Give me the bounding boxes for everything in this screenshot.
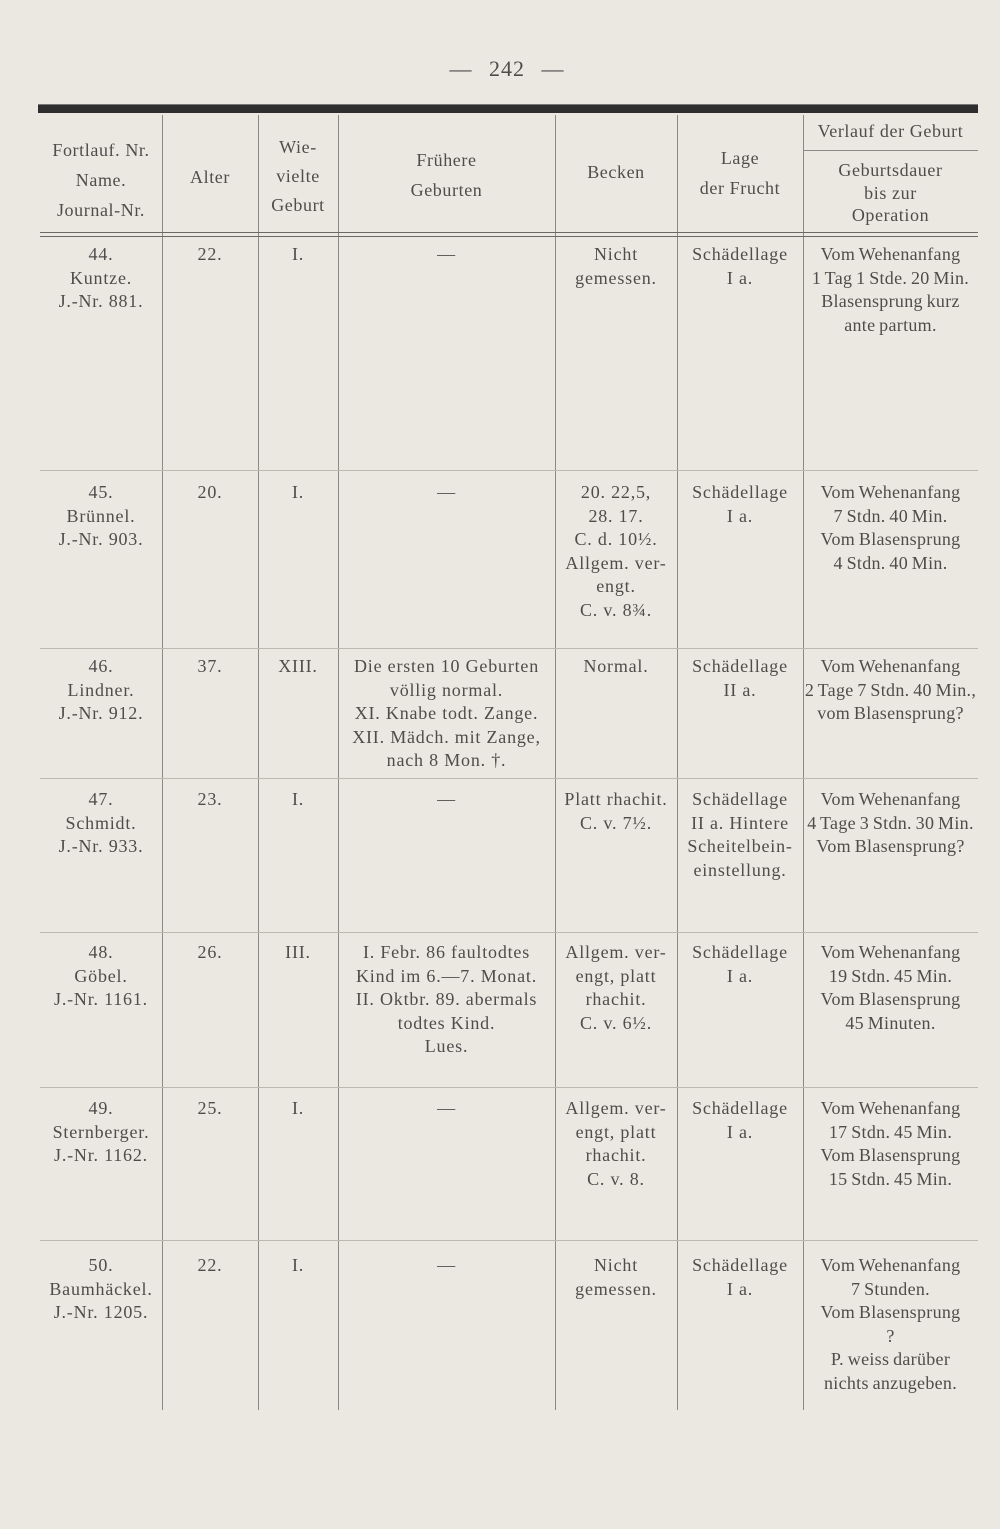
cell-birth-order: XIII. — [278, 656, 318, 676]
journal-number: J.-Nr. 1162. — [54, 1145, 148, 1165]
journal-number: J.-Nr. 881. — [58, 291, 144, 311]
cell-fetal-position: Schädellage I a. — [692, 1255, 788, 1299]
cell-birth-order: I. — [291, 1255, 305, 1275]
header-duration: Geburtsdauer bis zur Operation — [838, 160, 943, 225]
cell-fetal-position: Schädellage I a. — [692, 1098, 788, 1142]
table-row — [0, 243, 1000, 393]
journal-number: J.-Nr. 912. — [58, 703, 144, 723]
cell-fetal-position: Schädellage I a. — [692, 482, 788, 526]
header-course: Verlauf der Geburt — [817, 121, 964, 141]
journal-number: J.-Nr. 903. — [58, 529, 144, 549]
cell-previous-births: — — [437, 482, 456, 502]
cell-fetal-position: Schädellage II a. Hintere Scheitelbein- einstellung. — [687, 789, 793, 880]
journal-number: J.-Nr. 1205. — [53, 1302, 149, 1322]
header-fetal-position: Lage der Frucht — [699, 148, 781, 198]
cell-labour-duration: Vom Wehenanfang 7 Stdn. 40 Min. Vom Blasensprung 4 Stdn. 40 Min. — [820, 482, 961, 573]
cell-previous-births: — — [437, 789, 456, 809]
table-row — [0, 655, 1000, 805]
header-rule — [40, 236, 978, 237]
cell-age: 20. — [197, 482, 223, 502]
cell-number-name-journal — [40, 481, 162, 552]
journal-number: J.-Nr. 933. — [58, 836, 144, 856]
cell-pelvis: 20. 22,5, 28. 17. C. d. 10½. Allgem. ver- engt. C. v. 8¾. — [565, 482, 667, 620]
cell-labour-duration: Vom Wehenanfang 1 Tag 1 Stde. 20 Min. Blasensprung kurz ante partum. — [811, 244, 970, 335]
table-row — [0, 941, 1000, 1091]
patient-name: Schmidt. — [65, 812, 137, 833]
page-number: — 242 — — [449, 56, 565, 81]
cell-number-name-journal — [40, 1254, 162, 1325]
table-row — [0, 481, 1000, 631]
entry-number: 44. — [88, 244, 114, 264]
subheader-rule — [803, 150, 978, 151]
entry-number: 47. — [88, 789, 114, 809]
cell-fetal-position: Schädellage II a. — [692, 656, 788, 700]
cell-birth-order: I. — [291, 1098, 305, 1118]
cell-number-name-journal — [40, 655, 162, 726]
header-number-name-journal: Fortlauf. Nr. Name. Journal-Nr. — [52, 140, 150, 220]
cell-pelvis: Allgem. ver- engt, platt rhachit. C. v. 6½. — [565, 942, 667, 1033]
patient-name: Sternberger. — [52, 1121, 150, 1142]
table-row — [0, 1254, 1000, 1404]
entry-number: 50. — [88, 1255, 114, 1275]
cell-previous-births: Die ersten 10 Geburten völlig normal. XI. Knabe todt. Zange. XII. Mädch. mit Zange, nach 8 Mon. †. — [352, 656, 541, 770]
cell-birth-order: I. — [291, 789, 305, 809]
cell-previous-births: — — [437, 244, 456, 264]
entry-number: 45. — [88, 482, 114, 502]
cell-birth-order: III. — [285, 942, 311, 962]
header-age: Alter — [190, 167, 230, 187]
cell-age: 25. — [197, 1098, 223, 1118]
cell-labour-duration: Vom Wehenanfang 7 Stunden. Vom Blasensprung ? P. weiss darüber nichts anzugeben. — [820, 1255, 961, 1393]
cell-age: 26. — [197, 942, 223, 962]
header-pelvis: Becken — [587, 162, 645, 182]
cell-previous-births: — — [437, 1255, 456, 1275]
cell-labour-duration: Vom Wehenanfang 17 Stdn. 45 Min. Vom Blasensprung 15 Stdn. 45 Min. — [820, 1098, 961, 1189]
cell-pelvis: Allgem. ver- engt, platt rhachit. C. v. 8. — [565, 1098, 667, 1189]
cell-birth-order: I. — [291, 482, 305, 502]
table-row — [0, 1097, 1000, 1247]
cell-previous-births: — — [437, 1098, 456, 1118]
top-rule — [38, 104, 978, 113]
header-birth-order: Wie- vielte Geburt — [271, 137, 325, 215]
cell-age: 37. — [197, 656, 223, 676]
cell-pelvis: Normal. — [583, 656, 649, 676]
journal-number: J.-Nr. 1161. — [54, 989, 148, 1009]
entry-number: 46. — [88, 656, 114, 676]
cell-previous-births: I. Febr. 86 faultodtes Kind im 6.—7. Monat. II. Oktbr. 89. abermals todtes Kind. Lues. — [355, 942, 538, 1056]
cell-number-name-journal — [40, 243, 162, 314]
cell-number-name-journal — [40, 788, 162, 859]
row-rule — [40, 648, 978, 649]
patient-name: Baumhäckel. — [49, 1278, 153, 1299]
entry-number: 48. — [88, 942, 114, 962]
patient-name: Kuntze. — [69, 267, 133, 288]
header-rule — [40, 232, 978, 233]
cell-pelvis: Platt rhachit. C. v. 7½. — [564, 789, 668, 833]
cell-number-name-journal — [40, 1097, 162, 1168]
cell-number-name-journal — [40, 941, 162, 1012]
patient-name: Brünnel. — [66, 505, 136, 526]
cell-age: 22. — [197, 244, 223, 264]
cell-age: 22. — [197, 1255, 223, 1275]
entry-number: 49. — [88, 1098, 114, 1118]
cell-labour-duration: Vom Wehenanfang 4 Tage 3 Stdn. 30 Min. Vom Blasensprung? — [807, 789, 974, 856]
cell-fetal-position: Schädellage I a. — [692, 942, 788, 986]
cell-pelvis: Nicht gemessen. — [575, 244, 657, 288]
table-row — [0, 788, 1000, 938]
cell-labour-duration: Vom Wehenanfang 2 Tage 7 Stdn. 40 Min., vom Blasensprung? — [804, 656, 977, 723]
patient-name: Göbel. — [74, 965, 128, 986]
cell-age: 23. — [197, 789, 223, 809]
cell-pelvis: Nicht gemessen. — [575, 1255, 657, 1299]
patient-name: Lindner. — [67, 679, 135, 700]
cell-birth-order: I. — [291, 244, 305, 264]
row-rule — [40, 470, 978, 471]
cell-fetal-position: Schädellage I a. — [692, 244, 788, 288]
cell-labour-duration: Vom Wehenanfang 19 Stdn. 45 Min. Vom Blasensprung 45 Minuten. — [820, 942, 961, 1033]
header-previous-births: Frühere Geburten — [410, 150, 483, 200]
